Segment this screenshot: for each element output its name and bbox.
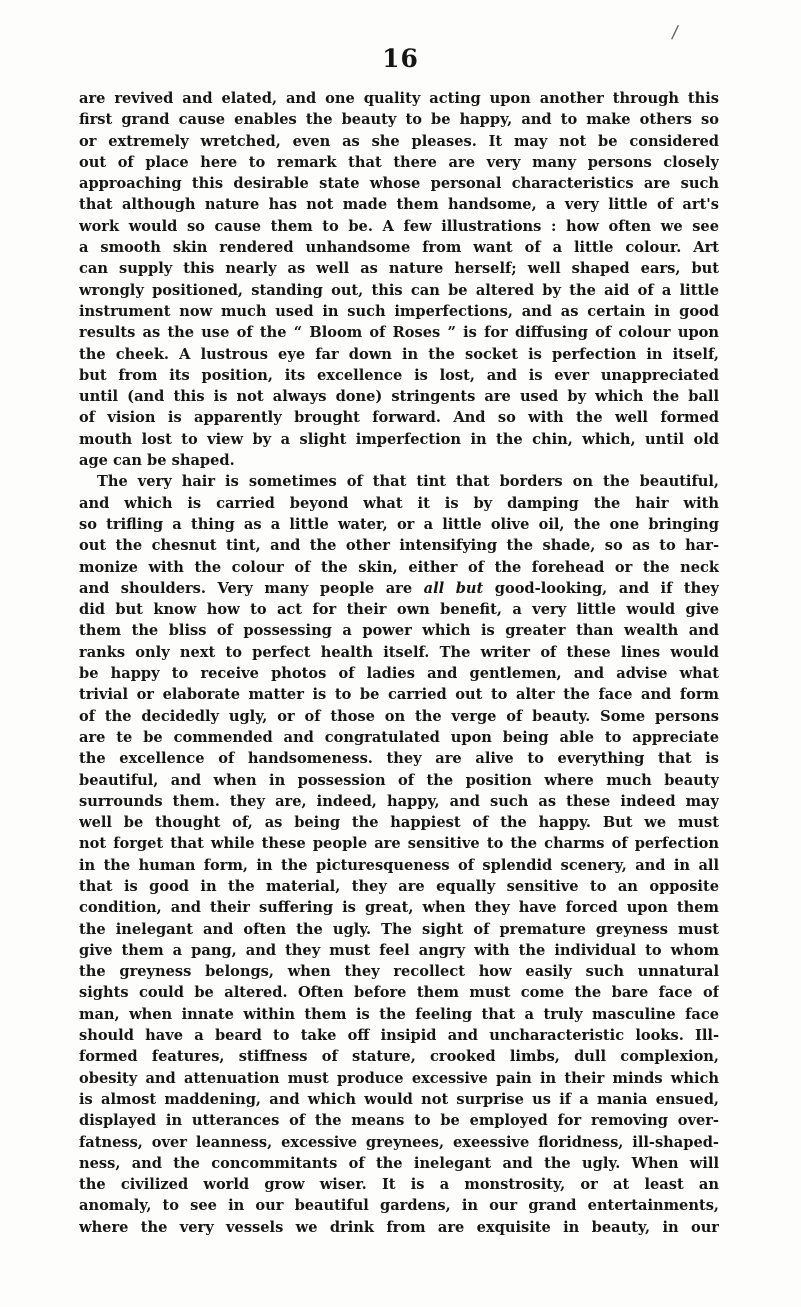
text-line: is almost maddening, and which would not surprise us if a mania ensued, (79, 1090, 719, 1108)
text-line: the greyness belongs, when they recollect how easily such unnatural (79, 963, 719, 981)
text-line: of vision is apparently brought forward. And so with the well formed (79, 409, 719, 427)
text-line: ranks only next to perfect health itself. The writer of these lines would (79, 643, 719, 661)
text-line: results as the use of the “ Bloom of Roses ” is for diffusing of colour upon (79, 324, 719, 342)
text-line: should have a beard to take off insipid and uncharacteristic looks. Ill- (79, 1027, 719, 1045)
text-line: that is good in the material, they are equally sensitive to an opposite (79, 877, 719, 895)
text-line: first grand cause enables the beauty to be happy, and to make others so (79, 111, 719, 129)
text-line: surrounds them. they are, indeed, happy, and such as these indeed may (79, 792, 719, 810)
text-line: displayed in utterances of the means to be employed for removing over- (79, 1112, 719, 1130)
text-line: a smooth skin rendered unhandsome from want of a little colour. Art (79, 239, 719, 257)
text-line: not forget that while these people are sensitive to the charms of perfection (79, 835, 719, 853)
body-text (79, 88, 719, 1238)
paragraph-start-line: The very hair is sometimes of that tint that borders on the beautiful, (97, 473, 719, 491)
text-line: formed features, stiffness of stature, crooked limbs, dull complexion, (79, 1048, 719, 1066)
text-line: give them a pang, and they must feel angry with the individual to whom (79, 941, 719, 959)
text-line: man, when innate within them is the feeling that a truly masculine face (79, 1005, 719, 1023)
text-line: until (and this is not always done) stringents are used by which the ball (79, 388, 719, 406)
text-line: so trifling a thing as a little water, or a little olive oil, the one bringing (79, 515, 719, 533)
text-line: are te be commended and congratulated upon being able to appreciate (79, 728, 719, 746)
text-line: obesity and attenuation must produce excessive pain in their minds which (79, 1069, 719, 1087)
page-number: 16 (382, 44, 419, 73)
text-line: beautiful, and when in possession of the position where much beauty (79, 771, 719, 789)
text-line: trivial or elaborate matter is to be carried out to alter the face and form (79, 686, 719, 704)
text-line: the civilized world grow wiser. It is a monstrosity, or at least an (79, 1176, 719, 1194)
stray-pen-mark: / (670, 21, 680, 44)
text-line: the excellence of handsomeness. they are alive to everything that is (79, 750, 719, 768)
text-line: of the decidedly ugly, or of those on the verge of beauty. Some persons (79, 707, 719, 725)
text-line: well be thought of, as being the happiest of the happy. But we must (79, 814, 719, 832)
text-line-with-italic: and shoulders. Very many people are all but good-looking, and if they (79, 579, 719, 597)
text-line: but from its position, its excellence is lost, and is ever unappreciated (79, 366, 719, 384)
text-line: work would so cause them to be. A few illustrations : how often we see (79, 217, 719, 235)
text-line: them the bliss of possessing a power which is greater than wealth and (79, 622, 719, 640)
text-line: did but know how to act for their own benefit, a very little would give (79, 601, 719, 619)
text-line: ness, and the concommitants of the inelegant and the ugly. When will (79, 1154, 719, 1172)
text-line: wrongly positioned, standing out, this can be altered by the aid of a little (79, 281, 719, 299)
text-line: mouth lost to view by a slight imperfection in the chin, which, until old (79, 430, 719, 448)
text-line: that although nature has not made them handsome, a very little of art's (79, 196, 719, 214)
text-line: age can be shaped. (79, 452, 235, 470)
text-line: can supply this nearly as well as nature herself; well shaped ears, but (79, 260, 719, 278)
text-line: the cheek. A lustrous eye far down in the socket is perfection in itself, (79, 345, 719, 363)
text-line: and which is carried beyond what it is by damping the hair with (79, 494, 719, 512)
text-line: fatness, over leanness, excessive greynees, exeessive floridness, ill-shaped- (79, 1133, 719, 1151)
text-line: are revived and elated, and one quality acting upon another through this (79, 90, 719, 107)
text-line: approaching this desirable state whose personal characteristics are such (79, 175, 719, 193)
italic-phrase: all but (423, 579, 484, 597)
text-line: instrument now much used in such imperfections, and as certain in good (79, 302, 719, 320)
text-line: anomaly, to see in our beautiful gardens, in our grand entertainments, (79, 1197, 719, 1215)
text-line: condition, and their suffering is great, when they have forced upon them (79, 899, 719, 917)
text-line: or extremely wretched, even as she pleases. It may not be considered (79, 132, 719, 150)
text-line: where the very vessels we drink from are exquisite in beauty, in our (79, 1218, 719, 1236)
text-line: out the chesnut tint, and the other intensifying the shade, so as to har- (79, 537, 719, 555)
text-line: the inelegant and often the ugly. The sight of premature greyness must (79, 920, 719, 938)
text-line: sights could be altered. Often before them must come the bare face of (79, 984, 719, 1002)
text-line: in the human form, in the picturesqueness of splendid scenery, and in all (79, 856, 719, 874)
text-line: out of place here to remark that there are very many persons closely (79, 153, 719, 171)
text-line: monize with the colour of the skin, either of the forehead or the neck (79, 558, 719, 576)
text-line: be happy to receive photos of ladies and gentlemen, and advise what (79, 665, 719, 683)
